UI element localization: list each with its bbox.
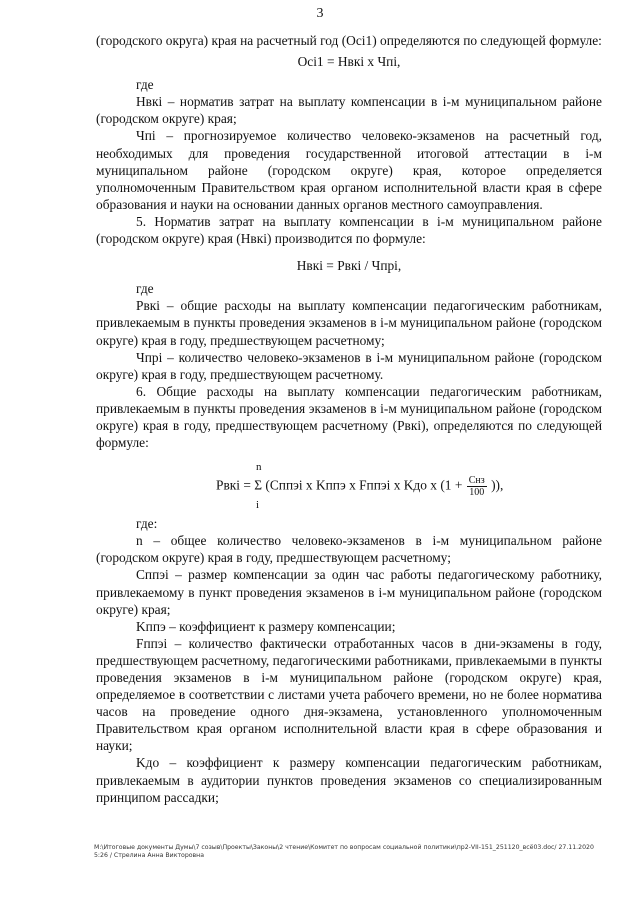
sum-expression-end: )), <box>491 477 504 493</box>
sum-expression <box>216 475 503 498</box>
label-gde: где: <box>136 516 158 532</box>
footer-line: 5:26 / Стрелина Анна Викторовна <box>94 852 205 859</box>
sum-upper-limit: n <box>256 461 262 474</box>
label-gde: где <box>136 281 154 297</box>
paragraph: Чпрi – количество человеко-экзаменов в i-м муниципальном районе (городском округе) края в году, предшествующем расчетному. <box>96 349 602 382</box>
fraction-denominator: 100 <box>469 487 485 499</box>
paragraph: Cппэi – размер компенсации за один час работы педагогическому работнику, привлекаемому в пункт проведения экзаменов в i-м муниципальном районе (городском округе) края; <box>96 567 602 617</box>
formula-hvki: Hвкi = Pвкi / Чпрi, <box>296 258 402 274</box>
paragraph: Kппэ – коэффициент к размеру компенсации; <box>136 618 396 634</box>
page-number: 3 <box>316 6 324 21</box>
sum-expression-main: Pвкi = Σ (Cппэi x Kппэ x Fппэi x Kдо x (1 + <box>216 477 463 493</box>
paragraph: Pвкi – общие расходы на выплату компенсации педагогическим работникам, привлекаемым в пункты проведения экзаменов в i-м муниципальном районе (городском округе) края в году, предшествующем расчетному; <box>96 298 602 348</box>
paragraph: Чпi – прогнозируемое количество человеко-экзаменов на расчетный год, необходимых для проведения государственной итоговой аттестации в i-м муниципальном районе (городском округе) края, которое определяется уполномоченным Правительством края органом исполнительной власти края в сфере образования и науки на основании данных органов местного самоуправления. <box>96 128 602 212</box>
sum-lower-limit: i <box>256 499 260 512</box>
formula-oci: Oci1 = Hвкi x Чпi, <box>297 54 401 70</box>
paragraph-item-5: 5. Норматив затрат на выплату компенсации в i-м муниципальном районе (городском округе) края (Hвкi) производится по формуле: <box>96 213 602 247</box>
file-path-footer <box>94 844 614 860</box>
fraction-numerator: Cнз <box>468 475 485 487</box>
paragraph-item-6: 6. Общие расходы на выплату компенсации педагогическим работникам, привлекаемым в пункты проведения экзаменов в i-м муниципальном районе (городском округе) края в году, предшествующем расчетному (Pвкi), определяются по следующей формуле: <box>96 383 602 451</box>
footer-line: M:\Итоговые документы Думы\7 созыв\Проекты\Законы\2 чтение\Комитет по вопросам социальной политики\пр2-VII-151_251120_всё03.doc/ 27.11.2020 <box>94 844 594 851</box>
label-gde: где <box>136 77 154 93</box>
document-body <box>96 32 602 806</box>
paragraph: n – общее количество человеко-экзаменов в i-м муниципальном районе (городском округе) края в году, предшествующем расчетному; <box>96 533 602 566</box>
fraction <box>467 475 487 498</box>
paragraph: Kдо – коэффициент к размеру компенсации педагогическим работникам, привлекаемым в аудитории пунктов проведения экзаменов со специализированным принципом рассадки; <box>96 755 602 805</box>
paragraph: Hвкi – норматив затрат на выплату компенсации в i-м муниципальном районе (городском округе) края; <box>96 94 602 127</box>
formula-pvki <box>96 459 602 511</box>
paragraph: (городского округа) края на расчетный год (Oci1) определяются по следующей формуле: <box>96 33 602 48</box>
paragraph: Fппэi – количество фактически отработанных часов в дни-экзамены в году, предшествующем расчетному, педагогическими работниками, привлекаемыми в пункты проведения экзаменов в i-м муниципальном районе (городском округе) края, определяемое в соответствии с листами учета рабочего времени, но не более норматива часов на проведение одного дня-экзамена, установленного уполномоченным Правительством края органом исполнительной власти края в сфере образования и науки; <box>96 635 602 754</box>
